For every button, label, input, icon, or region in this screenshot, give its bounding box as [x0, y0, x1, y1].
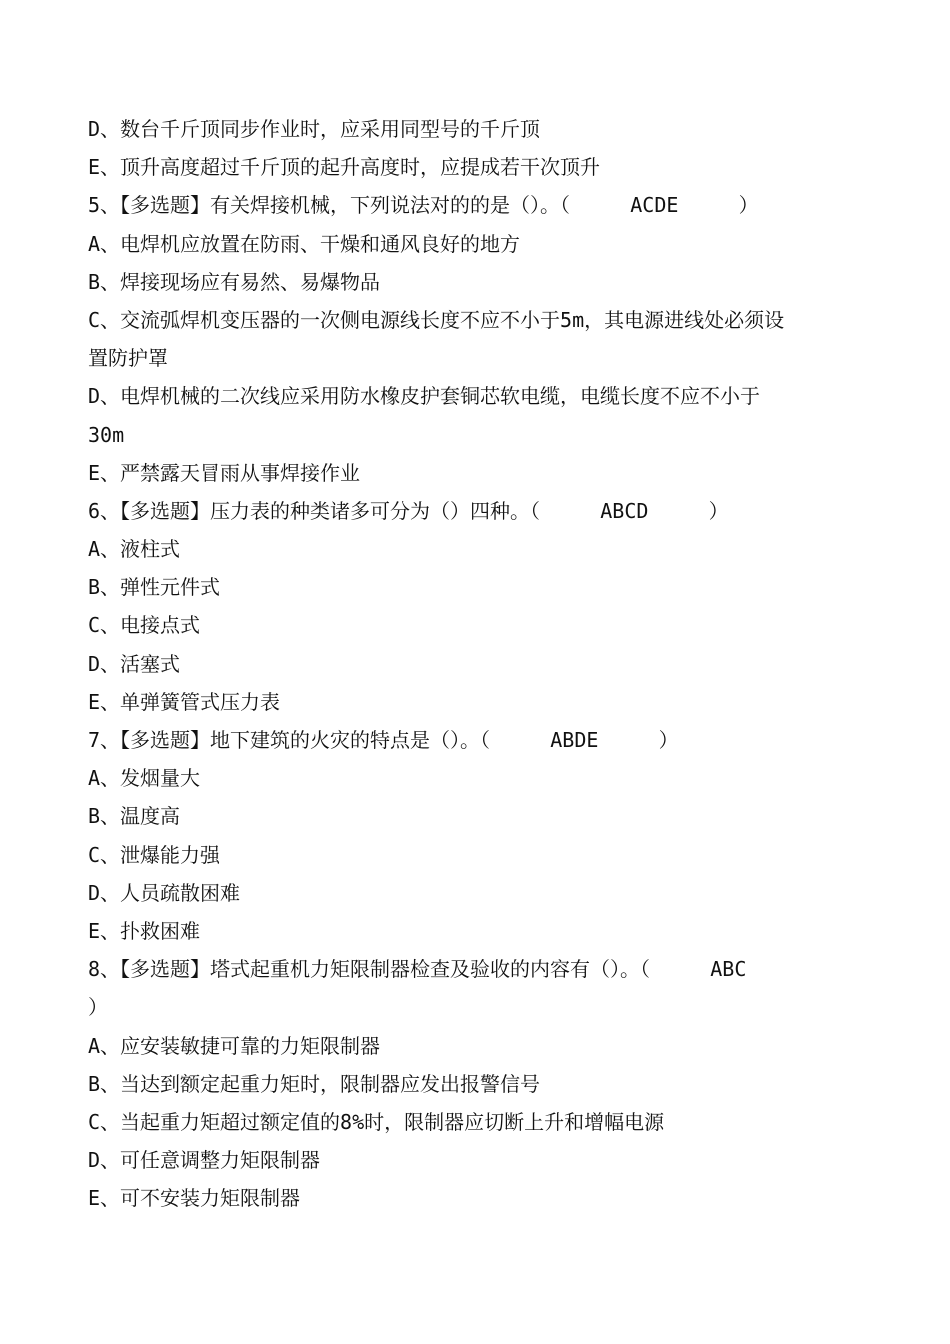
option-5d: D、电焊机械的二次线应采用防水橡皮护套铜芯软电缆，电缆长度不应不小于: [88, 384, 761, 409]
option-8b: B、当达到额定起重力矩时，限制器应发出报警信号: [88, 1071, 541, 1096]
question-5: 5、【多选题】有关焊接机械，下列说法对的的是（）。（ ACDE ）: [88, 193, 759, 218]
option-7e: E、扑救困难: [88, 918, 201, 943]
option-8a: A、应安装敏捷可靠的力矩限制器: [88, 1033, 381, 1058]
option-6d: D、活塞式: [88, 651, 181, 676]
option-6e: E、单弹簧管式压力表: [88, 689, 281, 714]
option-5b: B、焊接现场应有易然、易爆物品: [88, 269, 381, 294]
option-5e: E、严禁露天冒雨从事焊接作业: [88, 460, 361, 485]
option-7c: C、泄爆能力强: [88, 842, 221, 867]
option-6a: A、液柱式: [88, 537, 181, 562]
question-8-continued: ）: [88, 995, 108, 1020]
question-8: 8、【多选题】塔式起重机力矩限制器检查及验收的内容有（）。（ ABC: [88, 957, 747, 982]
document-body: [88, 110, 868, 1217]
question-6: 6、【多选题】压力表的种类诸多可分为（）四种。（ ABCD ）: [88, 498, 729, 523]
option-7d: D、人员疏散困难: [88, 880, 241, 905]
option-5c-continued: 置防护罩: [88, 346, 168, 371]
option-7a: A、发烟量大: [88, 766, 201, 791]
option-5d-continued: 30m: [88, 422, 125, 447]
question-7: 7、【多选题】地下建筑的火灾的特点是（）。（ ABDE ）: [88, 728, 679, 752]
option-5a: A、电焊机应放置在防雨、干燥和通风良好的地方: [88, 231, 521, 256]
option-8d: D、可任意调整力矩限制器: [88, 1148, 321, 1173]
option-5c: C、交流弧焊机变压器的一次侧电源线长度不应不小于5m，其电源进线处必须设: [88, 307, 785, 332]
option-7b: B、温度高: [88, 804, 181, 829]
option-6c: C、电接点式: [88, 613, 201, 638]
option-8e: E、可不安装力矩限制器: [88, 1186, 301, 1211]
option-6b: B、弹性元件式: [88, 575, 221, 600]
option-8c: C、当起重力矩超过额定值的8%时，限制器应切断上升和增幅电源: [88, 1109, 665, 1134]
option-4e: E、顶升高度超过千斤顶的起升高度时，应提成若干次顶升: [88, 155, 601, 180]
option-4d: D、数台千斤顶同步作业时，应采用同型号的千斤顶: [88, 117, 541, 141]
